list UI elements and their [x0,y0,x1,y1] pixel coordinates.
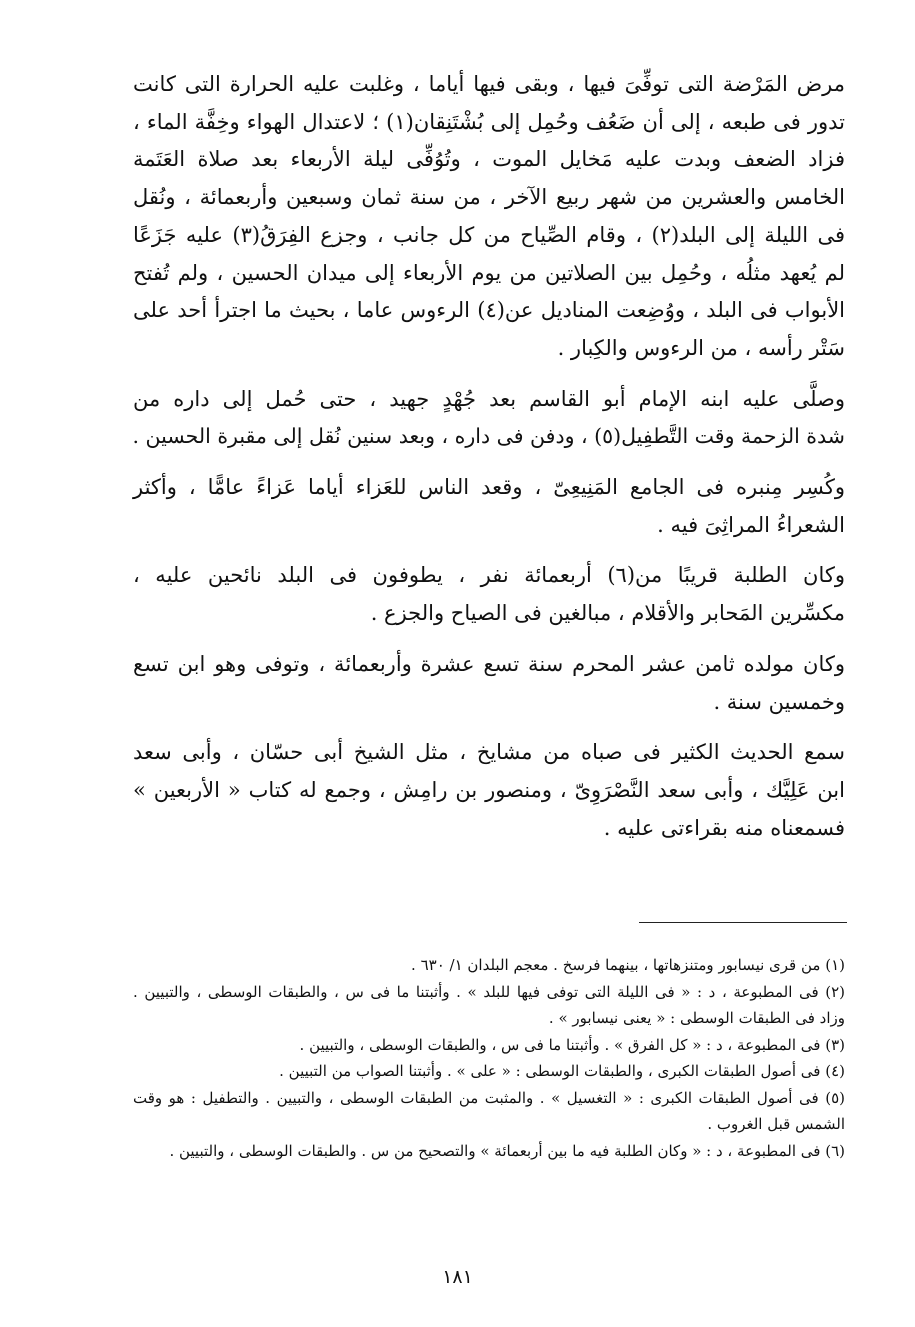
text-line: لم يُعهد مثلُه ، وحُمِل بين الصلاتين من يوم الأربعاء إلى ميدان الحسين ، ولم تُفتح [133,260,845,285]
footnote-line: وزاد فى الطبقات الوسطى : « يعنى نيسابور » . [548,1009,845,1027]
text-line: مرض المَرْضة التى توفِّىَ فيها ، وبقى فيها أياما ، وغلبت عليه الحرارة التى كانت [133,72,845,96]
text-line: الأبواب فى البلد ، ووُضِعت المناديل عن(٤) الرءوس عاما ، بحيث ما اجترأ أحد على [133,298,846,323]
main-text [133,66,845,860]
text-line: فى الليلة إلى البلد(٢) ، وقام الصِّياح من كل جانب ، وجزع الفِرَقُ(٣) عليه جَزَعًا [133,222,845,247]
footnote-line: (٥) فى أصول الطبقات الكبرى : « التغسيل » . والمثبت من الطبقات الوسطى ، والتبيين . والتطفيل : هو وقت [133,1088,845,1107]
text-line: تدور فى طبعه ، إلى أن ضَعُف وحُمِل إلى بُشْتَنِقان(١) ؛ لاعتدال الهواء وخِفَّة الماء ، [133,109,845,134]
text-line: فزاد الضعف وبدت عليه مَخايل الموت ، وتُوُفِّى ليلة الأربعاء بعد صلاة العَتَمة [133,147,845,172]
footnote-line: (٦) فى المطبوعة ، د : « وكان الطلبة فيه ما بين أربعمائة » والتصحيح من س . والطبقات الوسطى ، والتبيين . [169,1141,845,1160]
footnotes [133,952,845,1164]
text-line: فسمعناه منه بقراءتى عليه . [603,815,845,840]
paragraph [133,646,845,721]
text-line: وصلَّى عليه ابنه الإمام أبو القاسم بعد جُهْدٍ جهيد ، حتى حُمل إلى داره من [133,386,845,411]
text-line: ابن عَلِيَّك ، وأبى سعد النَّصْرَوِىّ ، ومنصور بن رامِش ، وجمع له كتاب « الأربعين » [133,777,845,802]
text-line: شدة الزحمة وقت التَّطفِيل(٥) ، ودفن فى داره ، وبعد سنين نُقل إلى مقبرة الحسين . [132,424,845,449]
paragraph [133,381,845,456]
footnote-separator [639,922,847,923]
footnote-line: (٢) فى المطبوعة ، د : « فى الليلة التى توفى فيها للبلد » . وأثبتنا ما فى س ، والطبقات الوسطى ، والتبيين . [133,982,845,1001]
text-line: وخمسين سنة . [713,689,845,714]
text-line: الخامس والعشرين من شهر ربيع الآخر ، من سنة ثمان وسبعين وأربعمائة ، ونُقل [133,185,845,210]
footnote-line: (٤) فى أصول الطبقات الكبرى ، والطبقات الوسطى : « على » . وأثبتنا الصواب من التبيين . [279,1062,845,1080]
text-line: وكُسِر مِنبره فى الجامع المَنِيعِىّ ، وقعد الناس للعَزاء أياما عَزاءً عامًّا ، وأكثر [133,475,845,500]
paragraph [133,557,845,632]
text-line: سَتْر رأسه ، من الرءوس والكِبار . [557,335,845,360]
text-line: وكان الطلبة قريبًا من(٦) أربعمائة نفر ، يطوفون فى البلد نائحين عليه ، [133,563,845,588]
text-line: الشعراءُ المراثِىَ فيه . [657,512,845,537]
text-line: وكان مولده ثامن عشر المحرم سنة تسع عشرة وأربعمائة ، وتوفى وهو ابن تسع [133,651,845,676]
footnote-line: (٣) فى المطبوعة ، د : « كل الفرق » . وأثبتنا ما فى س ، والطبقات الوسطى ، والتبيين . [299,1035,845,1054]
page-number: ١٨١ [442,1266,473,1288]
text-line: سمع الحديث الكثير فى صباه من مشايخ ، مثل الشيخ أبى حسّان ، وأبى سعد [133,740,845,765]
footnote-line: الشمس قبل الغروب . [707,1115,845,1133]
paragraph [133,734,845,847]
footnote-line: (١) من قرى نيسابور ومتنزهاتها ، بينهما فرسخ . معجم البلدان ١/ ٦٣٠ . [411,956,845,974]
paragraph [133,66,845,368]
text-line: مكسِّرين المَحابر والأقلام ، مبالغين فى الصياح والجزع . [370,601,845,626]
paragraph [133,469,845,544]
